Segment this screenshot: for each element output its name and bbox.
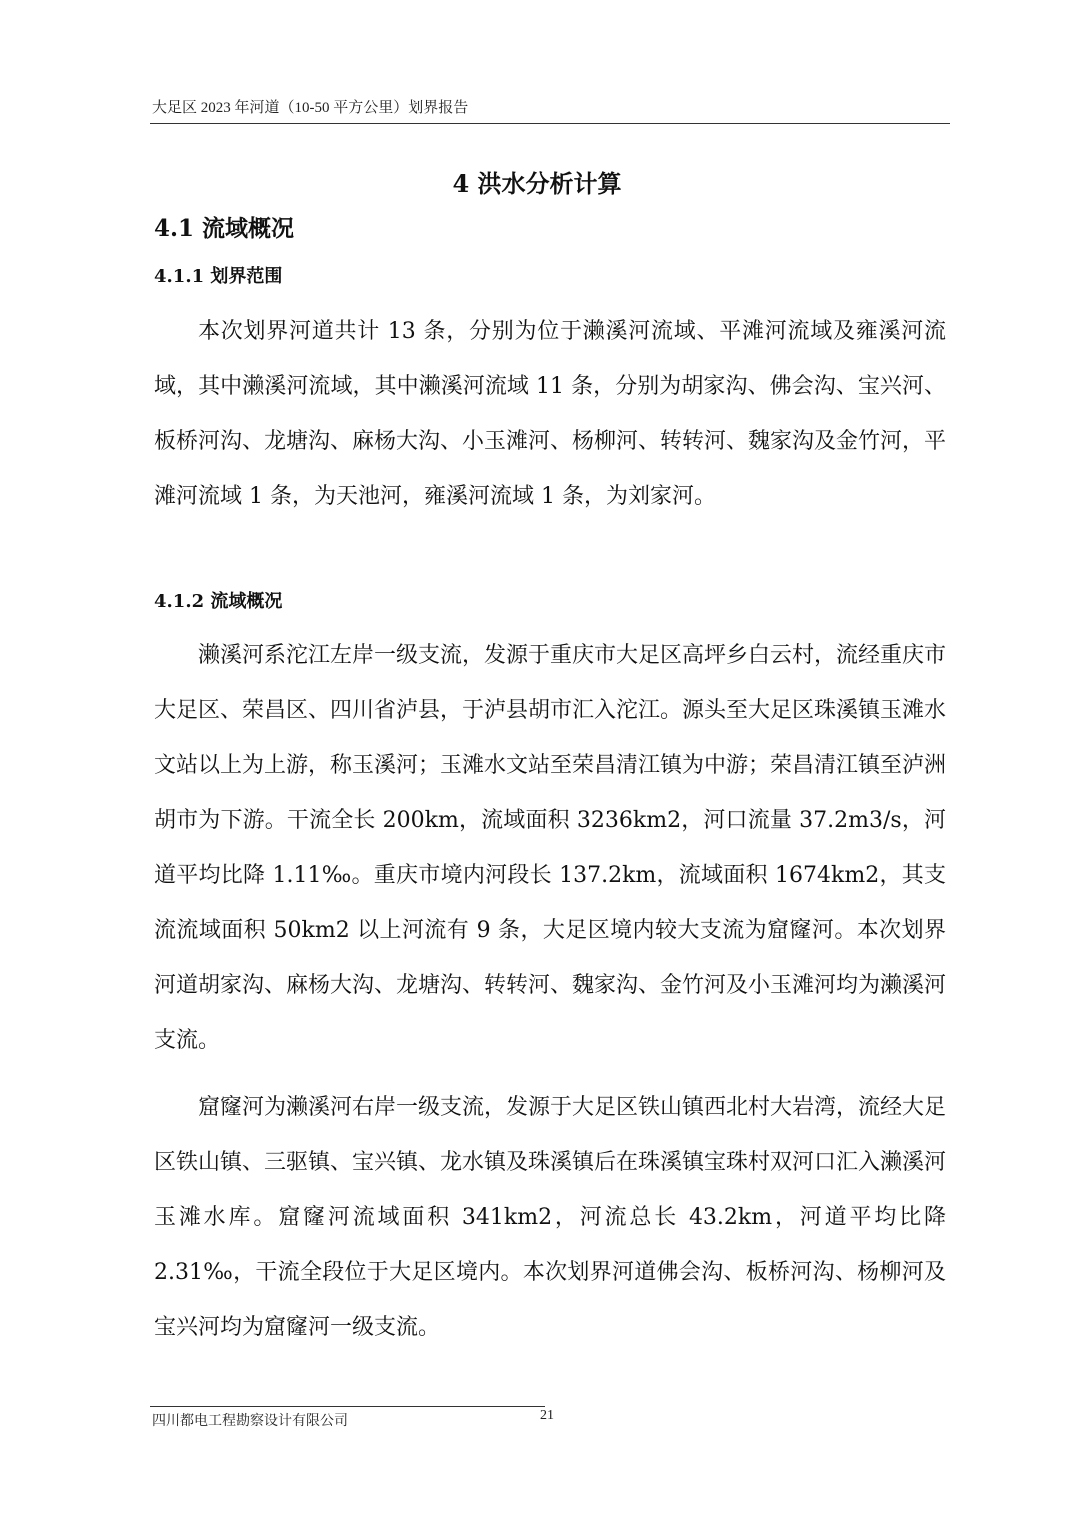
subsection-title-overview: 4.1.2 流域概况 — [154, 591, 283, 612]
footer-divider — [150, 1406, 545, 1407]
header-divider — [150, 123, 950, 124]
paragraph-laixi-river: 濑溪河系沱江左岸一级支流，发源于重庆市大足区高坪乡白云村，流经重庆市大足区、荣昌区、四川省泸县，于泸县胡市汇入沱江。源头至大足区珠溪镇玉滩水文站以上为上游，称玉溪河；玉滩水文站至荣昌清江镇为中游；荣昌清江镇至泸洲胡市为下游。干流全长 200km，流域面积 3236km2，河口流量 37.2m3/s，河道平均比降 1.11‰。重庆市境内河段长 137.2km，流域面积 1674km2，其支流流域面积 50km2 以上河流有 9 条，大足区境内较大支流为窟窿河。本次划界河道胡家沟、麻杨大沟、龙塘沟、转转河、魏家沟、金竹河及小玉滩河均为濑溪河支流。 — [154, 643, 947, 1053]
footer-company: 四川都电工程勘察设计有限公司 — [152, 1413, 348, 1429]
running-header: 大足区 2023 年河道（10-50 平方公里）划界报告 — [152, 100, 469, 116]
chapter-title: 4 洪水分析计算 — [452, 169, 622, 198]
paragraph-kulong-river: 窟窿河为濑溪河右岸一级支流，发源于大足区铁山镇西北村大岩湾，流经大足区铁山镇、三驱镇、宝兴镇、龙水镇及珠溪镇后在珠溪镇宝珠村双河口汇入濑溪河玉滩水库。窟窿河流域面积 341km2，河流总长 43.2km，河道平均比降 2.31‰，干流全段位于大足区境内。本次划界河道佛会沟、板桥河沟、杨柳河及宝兴河均为窟窿河一级支流。 — [154, 1095, 947, 1340]
subsection-title-scope: 4.1.1 划界范围 — [154, 266, 283, 287]
page-number: 21 — [540, 1408, 554, 1423]
section-title: 4.1 流域概况 — [154, 215, 295, 242]
paragraph-scope: 本次划界河道共计 13 条，分别为位于濑溪河流域、平滩河流域及雍溪河流域，其中濑溪河流域，其中濑溪河流域 11 条，分别为胡家沟、佛会沟、宝兴河、板桥河沟、龙塘沟、麻杨大沟、小玉滩河、杨柳河、转转河、魏家沟及金竹河，平滩河流域 1 条，为天池河，雍溪河流域 1 条，为刘家河。 — [154, 319, 947, 509]
